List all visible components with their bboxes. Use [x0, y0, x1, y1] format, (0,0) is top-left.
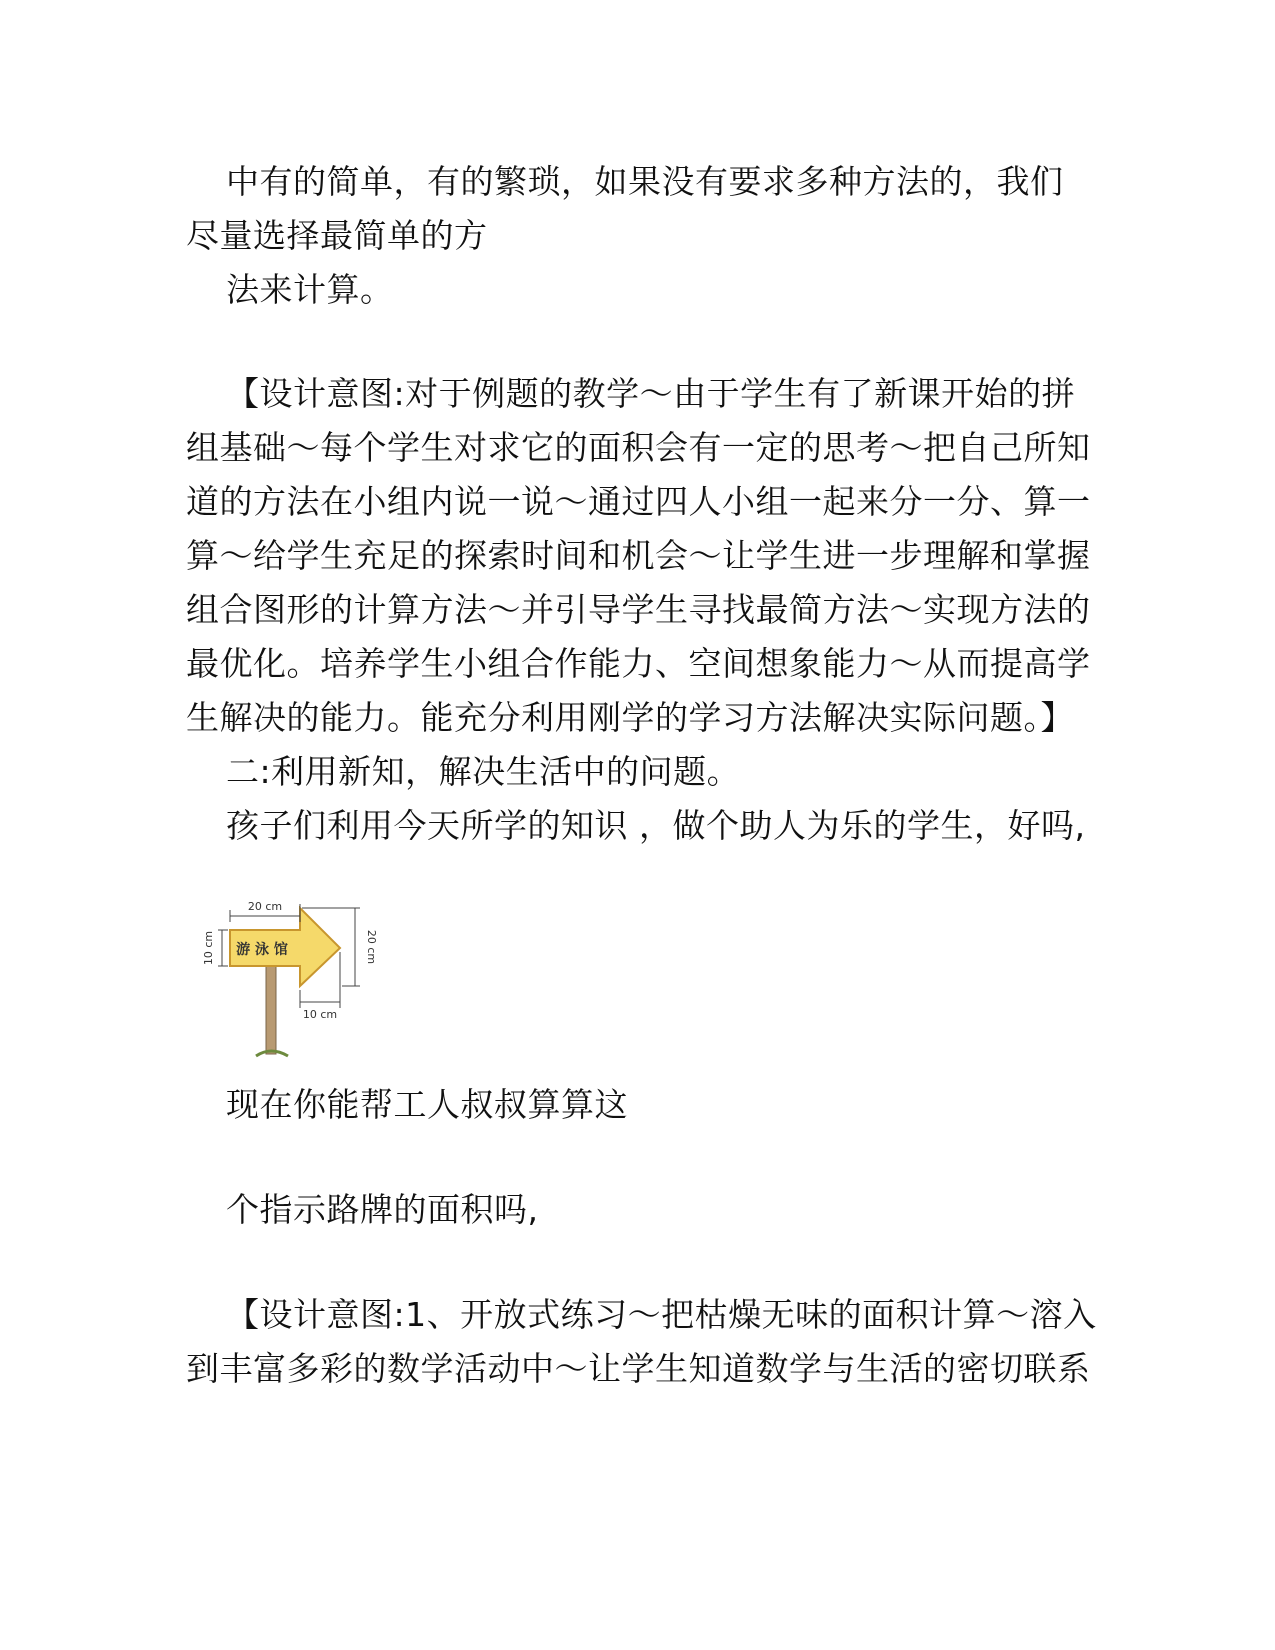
dimension-label-right: 20 cm: [365, 929, 378, 965]
paragraph-line: 组基础～每个学生对求它的面积会有一定的思考～把自己所知: [186, 428, 1091, 467]
paragraph-line: 组合图形的计算方法～并引导学生寻找最简方法～实现方法的: [186, 590, 1091, 629]
paragraph-line: 到丰富多彩的数学活动中～让学生知道数学与生活的密切联系: [186, 1349, 1091, 1388]
paragraph-line: 中有的简单，有的繁琐，如果没有要求多种方法的，我们: [226, 162, 1064, 201]
dimension-label-top: 20 cm: [247, 900, 283, 913]
paragraph-line: 个指示路牌的面积吗,: [226, 1190, 539, 1229]
paragraph-line: 【设计意图:对于例题的教学～由于学生有了新课开始的拼: [226, 374, 1076, 413]
paragraph-line: 最优化。培养学生小组合作能力、空间想象能力～从而提高学: [186, 644, 1091, 683]
section-heading: 二:利用新知，解决生活中的问题。: [226, 752, 741, 791]
paragraph-line: 算～给学生充足的探索时间和机会～让学生进一步理解和掌握: [186, 536, 1091, 575]
post-shape: [266, 966, 276, 1054]
sign-label: 游 泳 馆: [236, 942, 288, 958]
dimension-label-bottom: 10 cm: [302, 1008, 338, 1021]
paragraph-line: 道的方法在小组内说一说～通过四人小组一起来分一分、算一: [186, 482, 1091, 521]
paragraph-line: 现在你能帮工人叔叔算算这: [226, 1085, 628, 1124]
paragraph-line: 【设计意图:1、开放式练习～把枯燥无味的面积计算～溶入: [226, 1295, 1097, 1334]
paragraph-line: 尽量选择最简单的方: [186, 216, 488, 255]
paragraph-line: 法来计算。: [226, 270, 394, 309]
dimension-label-left: 10 cm: [202, 930, 215, 966]
sign-post: [256, 966, 288, 1056]
paragraph-line: 生解决的能力。能充分利用刚学的学习方法解决实际问题。】: [186, 698, 1074, 737]
paragraph-line: 孩子们利用今天所学的知识 ，做个助人为乐的学生，好吗,: [226, 806, 1086, 845]
direction-sign-figure: [200, 898, 390, 1063]
